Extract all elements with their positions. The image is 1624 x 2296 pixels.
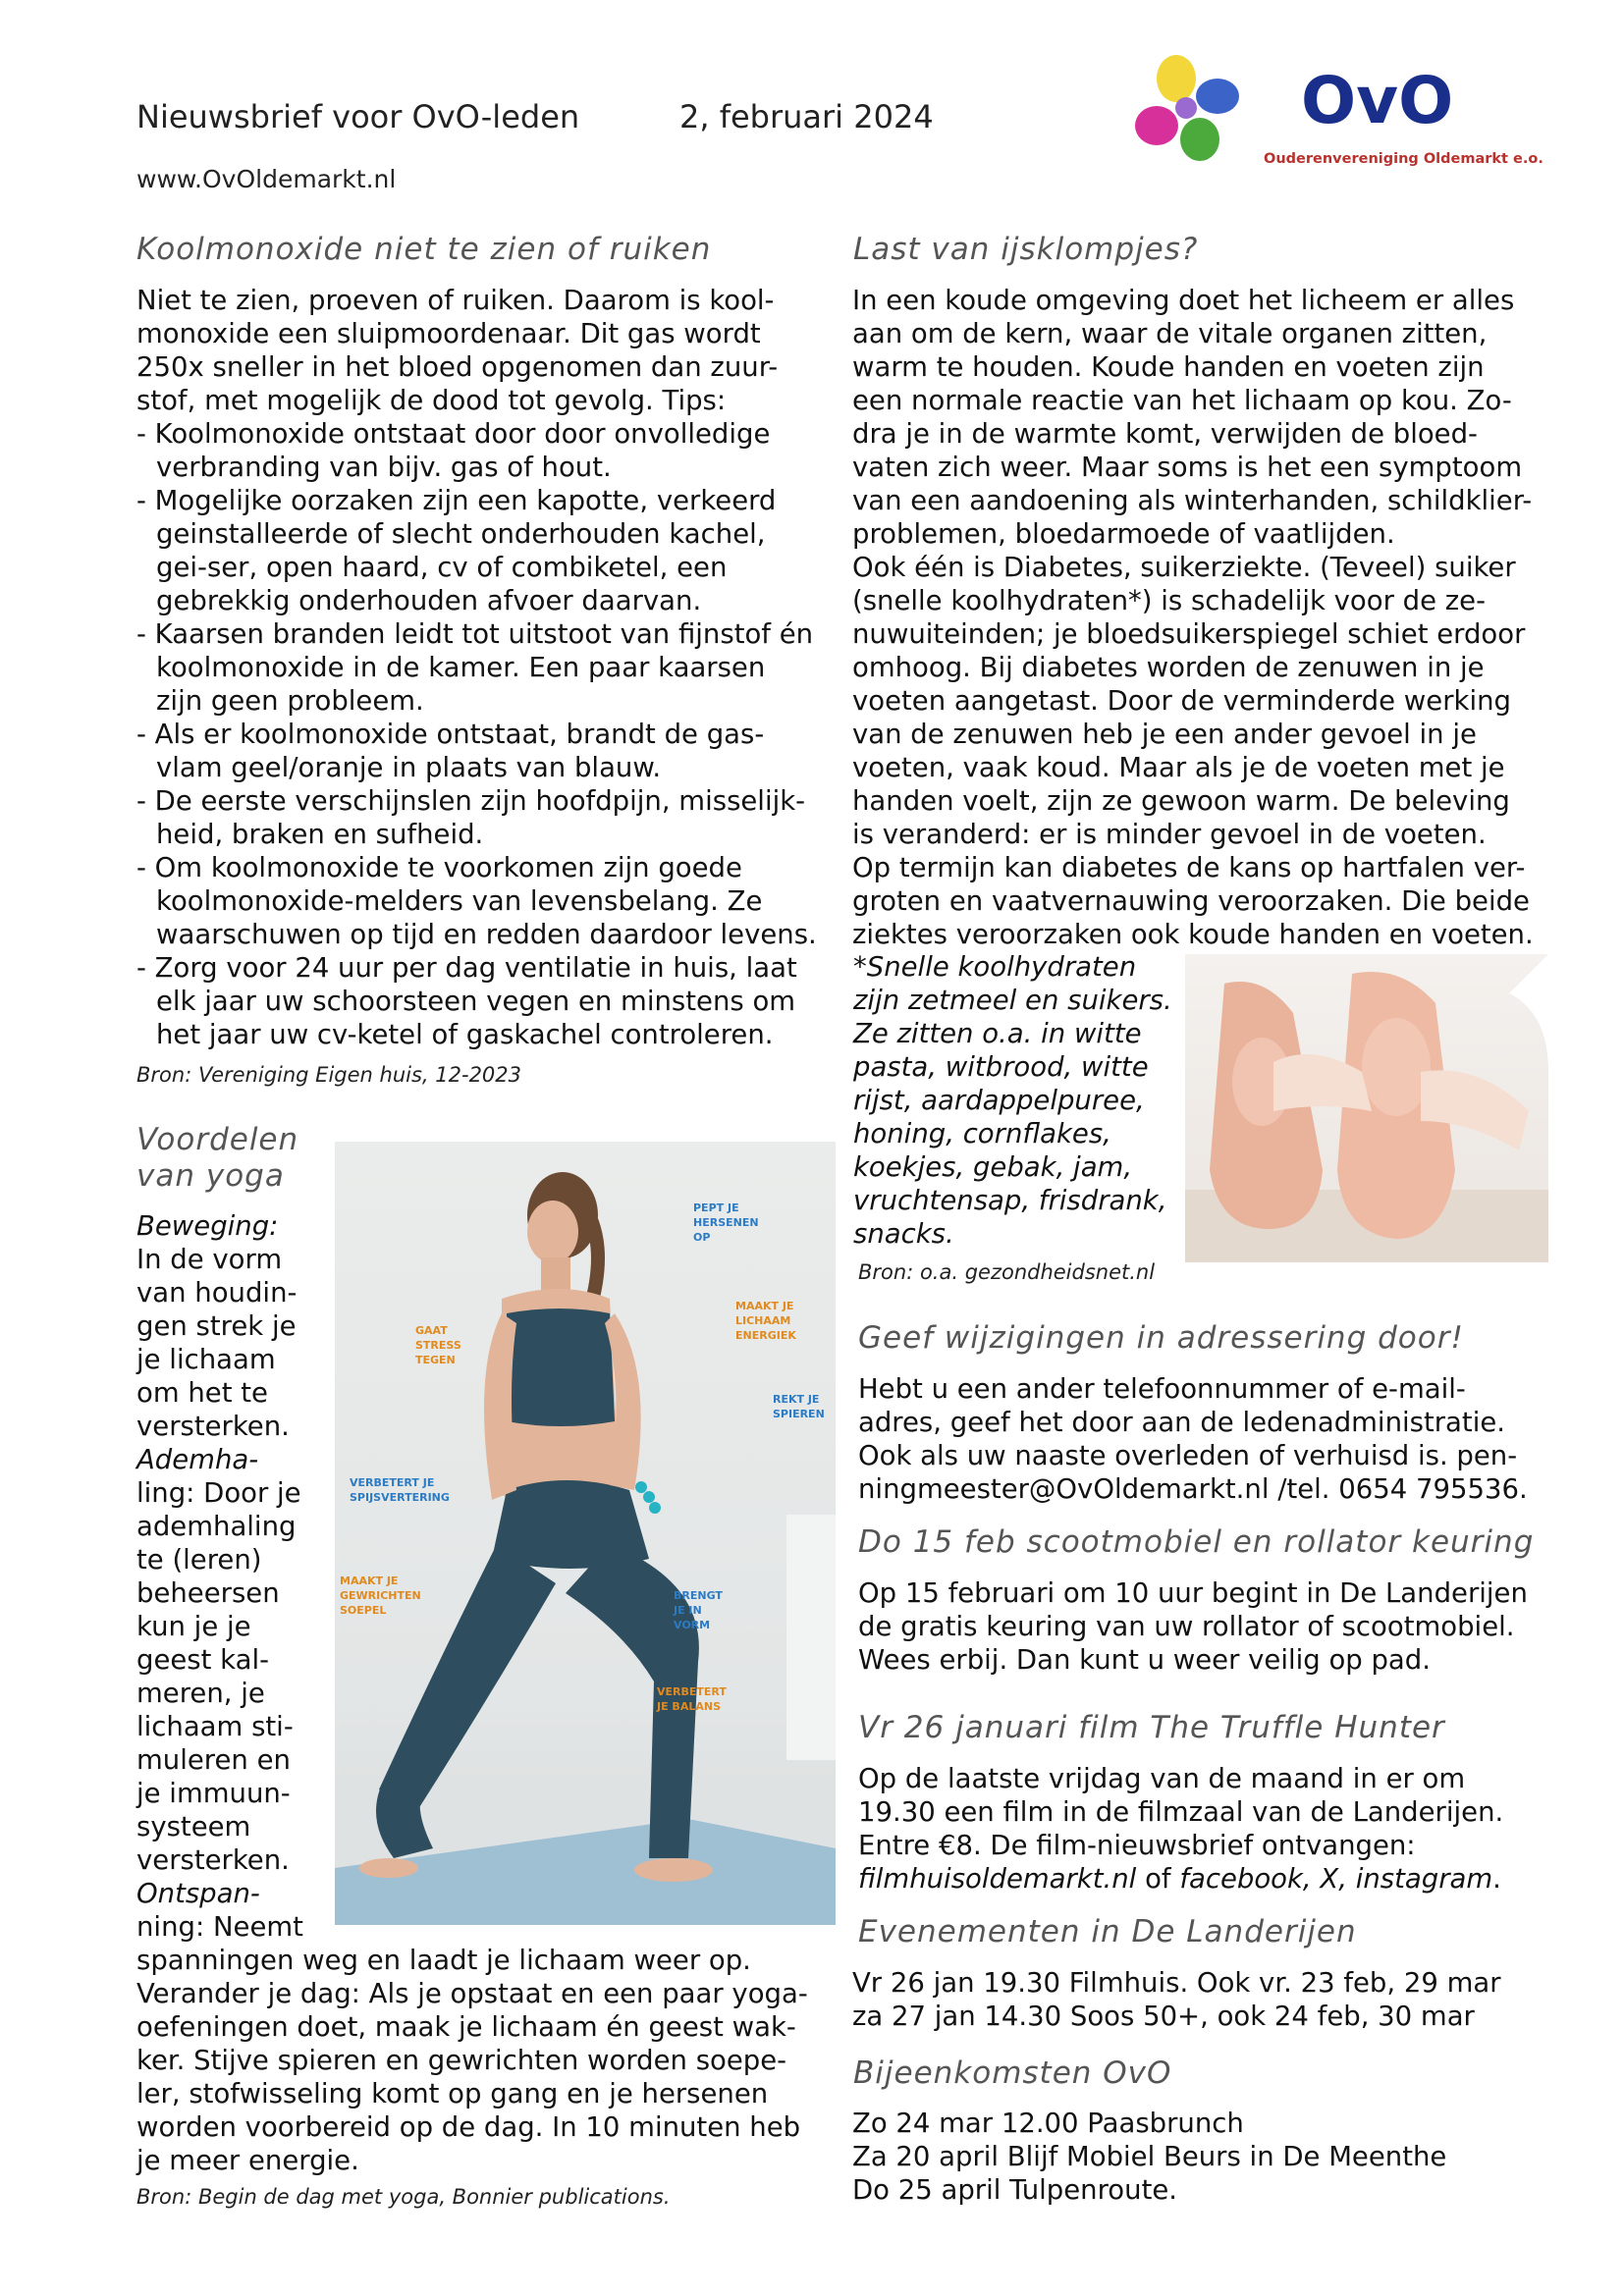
text-line: nuwuiteinden; je bloedsuikerspiegel schiet erdoor: [852, 618, 1526, 650]
section-heading-evenementen: Evenementen in De Landerijen: [858, 1914, 1357, 1949]
text-line: te (leren): [136, 1544, 262, 1575]
text-line: Za 20 april Blijf Mobiel Beurs in De Meenthe: [852, 2141, 1447, 2172]
text-line: voeten, vaak koud. Maar als je de voeten met je: [852, 752, 1505, 783]
text-line: - De eerste verschijnslen zijn hoofdpijn, misselijk-: [136, 785, 806, 817]
text-fragment: .: [1492, 1863, 1501, 1895]
text-line: Ademha-: [136, 1444, 259, 1475]
text-line: handen voelt, zijn ze gewoon warm. De beleving: [852, 785, 1510, 817]
text-line: is veranderd: er is minder gevoel in de voeten.: [852, 819, 1487, 850]
text-line: Op termijn kan diabetes de kans op hartfalen ver-: [852, 852, 1526, 883]
text-line: je lichaam: [136, 1344, 276, 1375]
text-line: - Zorg voor 24 uur per dag ventilatie in huis, laat: [136, 952, 797, 984]
text-line: ziektes veroorzaken ook koude handen en voeten.: [852, 919, 1534, 950]
text-line: adres, geef het door aan de ledenadministratie.: [858, 1407, 1505, 1438]
text-line: honing, cornflakes,: [853, 1118, 1111, 1149]
text-line: meren, je: [136, 1678, 265, 1709]
text-fragment: of: [1136, 1863, 1180, 1895]
text-line: beheersen: [136, 1577, 280, 1609]
text-line: Op 15 februari om 10 uur begint in De Landerijen: [858, 1577, 1528, 1609]
text-line: gebrekkig onderhouden afvoer daarvan.: [156, 585, 702, 616]
text-line: 19.30 een film in de filmzaal van de Landerijen.: [858, 1796, 1504, 1828]
text-line: versterken.: [136, 1844, 290, 1876]
text-line: Zo 24 mar 12.00 Paasbrunch: [852, 2108, 1244, 2139]
logo-subtitle: Ouderenvereniging Oldemarkt e.o.: [1264, 151, 1543, 167]
yoga-photo: [335, 1142, 836, 1925]
section-heading-koolmonoxide: Koolmonoxide niet te zien of ruiken: [136, 232, 712, 267]
text-line: zijn zetmeel en suikers.: [853, 985, 1172, 1016]
section-heading-keuring: Do 15 feb scootmobiel en rollator keuring: [858, 1524, 1535, 1560]
text-line: ningmeester@OvOldemarkt.nl /tel. 0654 795536.: [858, 1473, 1528, 1505]
feet-hands-icon: [1185, 954, 1548, 1262]
text-line: je immuun-: [136, 1778, 291, 1809]
text-line: warm te houden. Koude handen en voeten zijn: [852, 351, 1485, 383]
filmhuis-link[interactable]: filmhuisoldemarkt.nl: [858, 1863, 1137, 1895]
newsletter-date: 2, februari 2024: [679, 98, 934, 135]
text-line: een normale reactie van het lichaam op kou. Zo-: [852, 385, 1512, 416]
text-line: rijst, aardappelpuree,: [853, 1085, 1145, 1116]
ijsklompjes-source: Bron: o.a. gezondheidsnet.nl: [858, 1260, 1156, 1284]
text-line: je meer energie.: [136, 2145, 359, 2176]
yoga-woman-figure-icon: [335, 1142, 836, 1925]
section-heading-ijsklompjes: Last van ijsklompjes?: [853, 232, 1199, 267]
text-line: elk jaar uw schoorsteen vegen en minstens om: [156, 986, 796, 1017]
text-line: de gratis keuring van uw rollator of scootmobiel.: [858, 1611, 1515, 1642]
section-heading-yoga-1: Voordelen: [136, 1122, 299, 1157]
feet-photo: [1185, 954, 1548, 1262]
text-line: - Koolmonoxide ontstaat door door onvolledige: [136, 418, 771, 450]
text-line: waarschuwen op tijd en redden daardoor levens.: [156, 919, 817, 950]
text-line: Niet te zien, proeven of ruiken. Daarom is kool-: [136, 285, 775, 316]
text-line: groten en vaatvernauwing veroorzaken. Die beide: [852, 885, 1530, 917]
keuring-body: [858, 1576, 1560, 1677]
text-line: ker. Stijve spieren en gewrichten worden soepe-: [136, 2045, 787, 2076]
text-line: - Als er koolmonoxide ontstaat, brandt de gas-: [136, 719, 765, 750]
text-line: muleren en: [136, 1744, 291, 1776]
text-line: heid, braken en sufheid.: [156, 819, 484, 850]
text-line: Hebt u een ander telefoonnummer of e-mail-: [858, 1373, 1466, 1405]
text-line: 250x sneller in het bloed opgenomen dan zuur-: [136, 351, 779, 383]
text-line: Vr 26 jan 19.30 Filmhuis. Ook vr. 23 feb, 29 mar: [852, 1967, 1501, 1999]
text-line: Ontspan-: [136, 1878, 260, 1909]
yoga-label: PEPT JE HERSENEN OP: [693, 1201, 759, 1244]
text-line: vlam geel/oranje in plaats van blauw.: [156, 752, 662, 783]
ovo-logo: [1105, 49, 1556, 177]
text-line: om het te: [136, 1377, 268, 1409]
text-line: *Snelle koolhydraten: [853, 951, 1137, 983]
text-line: Ze zitten o.a. in witte: [853, 1018, 1142, 1049]
evenementen-body: [852, 1966, 1559, 2033]
text-line: - Mogelijke oorzaken zijn een kapotte, verkeerd: [136, 485, 777, 516]
newsletter-title: Nieuwsbrief voor OvO-leden: [136, 98, 580, 135]
text-line: dra je in de warmte komt, verwijden de bloed-: [852, 418, 1478, 450]
text-line: In een koude omgeving doet het licheem er alles: [852, 285, 1515, 316]
text-line: Wees erbij. Dan kunt u weer veilig op pad.: [858, 1644, 1431, 1676]
text-line: ning: Neemt: [136, 1911, 303, 1943]
film-body: [858, 1762, 1560, 1896]
koolmonoxide-source: Bron: Vereniging Eigen huis, 12-2023: [136, 1063, 522, 1087]
text-line: gen strek je: [136, 1310, 297, 1342]
yoga-label: GAAT STRESS TEGEN: [415, 1324, 461, 1366]
text-line: verbranding van bijv. gas of hout.: [156, 452, 612, 483]
logo-name: OvO: [1301, 63, 1454, 138]
text-line: - Kaarsen branden leidt tot uitstoot van fijnstof én: [136, 618, 814, 650]
text-line: monoxide een sluipmoordenaar. Dit gas wordt: [136, 318, 761, 349]
text-line: voeten aangetast. Door de verminderde werking: [852, 685, 1511, 717]
yoga-label: MAAKT JE LICHAAM ENERGIEK: [735, 1300, 796, 1342]
yoga-label: BRENGT JE IN VORM: [674, 1589, 723, 1631]
text-line: Entre €8. De film-nieuwsbrief ontvangen:: [858, 1830, 1416, 1861]
text-line: Do 25 april Tulpenroute.: [852, 2174, 1178, 2206]
text-line: ler, stofwisseling komt op gang en je hersenen: [136, 2078, 769, 2109]
text-line: Beweging:: [136, 1210, 279, 1242]
text-line: spanningen weg en laadt je lichaam weer op.: [136, 1945, 751, 1976]
social-media-list: facebook, X, instagram: [1179, 1863, 1493, 1895]
yoga-label: REKT JE SPIEREN: [773, 1393, 825, 1420]
text-line: koolmonoxide-melders van levensbelang. Ze: [156, 885, 763, 917]
text-line: vruchtensap, frisdrank,: [853, 1185, 1167, 1216]
text-line: omhoog. Bij diabetes worden de zenuwen in je: [852, 652, 1485, 683]
section-heading-film: Vr 26 januari film The Truffle Hunter: [858, 1710, 1445, 1745]
text-line: In de vorm: [136, 1244, 283, 1275]
text-line: vaten zich weer. Maar soms is het een symptoom: [852, 452, 1523, 483]
yoga-label: VERBETERT JE BALANS: [657, 1685, 727, 1713]
bijeenkomsten-body: [852, 2107, 1559, 2207]
text-line: Ook als uw naaste overleden of verhuisd is. pen-: [858, 1440, 1518, 1471]
text-line: koekjes, gebak, jam,: [853, 1151, 1133, 1183]
text-line: geest kal-: [136, 1644, 270, 1676]
yoga-narrow-text: [136, 1209, 333, 1944]
text-line: (snelle koolhydraten*) is schadelijk voor de ze-: [852, 585, 1487, 616]
yoga-label: MAAKT JE GEWRICHTEN SOEPEL: [340, 1575, 421, 1617]
text-line: snacks.: [853, 1218, 954, 1250]
text-line: oefeningen doet, maak je lichaam én geest wak-: [136, 2011, 796, 2043]
section-heading-yoga-2: van yoga: [136, 1158, 285, 1194]
text-line: Verander je dag: Als je opstaat en een paar yoga-: [136, 1978, 808, 2009]
text-line: van een aandoening als winterhanden, schildklier-: [852, 485, 1533, 516]
text-line: za 27 jan 14.30 Soos 50+, ook 24 feb, 30 mar: [852, 2001, 1475, 2032]
adres-body: [858, 1372, 1560, 1506]
text-line: pasta, witbrood, witte: [853, 1051, 1149, 1083]
text-line: van de zenuwen heb je een ander gevoel in je: [852, 719, 1477, 750]
section-heading-bijeenkomsten: Bijeenkomsten OvO: [853, 2056, 1172, 2091]
koolhydraten-note: [853, 950, 1177, 1251]
text-line: problemen, bloedarmoede of vaatlijden.: [852, 518, 1395, 550]
text-line: ling: Door je: [136, 1477, 301, 1509]
text-line: het jaar uw cv-ketel of gaskachel controleren.: [156, 1019, 774, 1050]
yoga-label: VERBETERT JE SPIJSVERTERING: [350, 1476, 450, 1504]
text-line: stof, met mogelijk de dood tot gevolg. Tips:: [136, 385, 727, 416]
text-line: worden voorbereid op de dag. In 10 minuten heb: [136, 2111, 801, 2143]
text-line: Op de laatste vrijdag van de maand in er om: [858, 1763, 1466, 1794]
text-line: systeem: [136, 1811, 251, 1842]
ijsklompjes-body: [852, 284, 1559, 951]
section-heading-adres: Geef wijzigingen in adressering door!: [858, 1320, 1464, 1356]
koolmonoxide-body: [136, 284, 843, 1051]
text-line: lichaam sti-: [136, 1711, 294, 1742]
text-line: aan om de kern, waar de vitale organen zitten,: [852, 318, 1488, 349]
website-url[interactable]: www.OvOldemarkt.nl: [136, 165, 397, 193]
text-line: versterken.: [136, 1411, 290, 1442]
text-line: koolmonoxide in de kamer. Een paar kaarsen: [156, 652, 766, 683]
yoga-wide-text: [136, 1944, 843, 2177]
text-line: Ook één is Diabetes, suikerziekte. (Teveel) suiker: [852, 552, 1516, 583]
text-line: kun je je: [136, 1611, 251, 1642]
text-line: ademhaling: [136, 1511, 297, 1542]
yoga-source: Bron: Begin de dag met yoga, Bonnier publications.: [136, 2185, 671, 2209]
logo-petals-icon: [1119, 49, 1267, 167]
text-line: - Om koolmonoxide te voorkomen zijn goede: [136, 852, 742, 883]
text-line: zijn geen probleem.: [156, 685, 424, 717]
text-line: [858, 1862, 1560, 1896]
text-line: gei-ser, open haard, cv of combiketel, een: [156, 552, 728, 583]
text-line: van houdin-: [136, 1277, 298, 1308]
text-line: geinstalleerde of slecht onderhouden kachel,: [156, 518, 766, 550]
